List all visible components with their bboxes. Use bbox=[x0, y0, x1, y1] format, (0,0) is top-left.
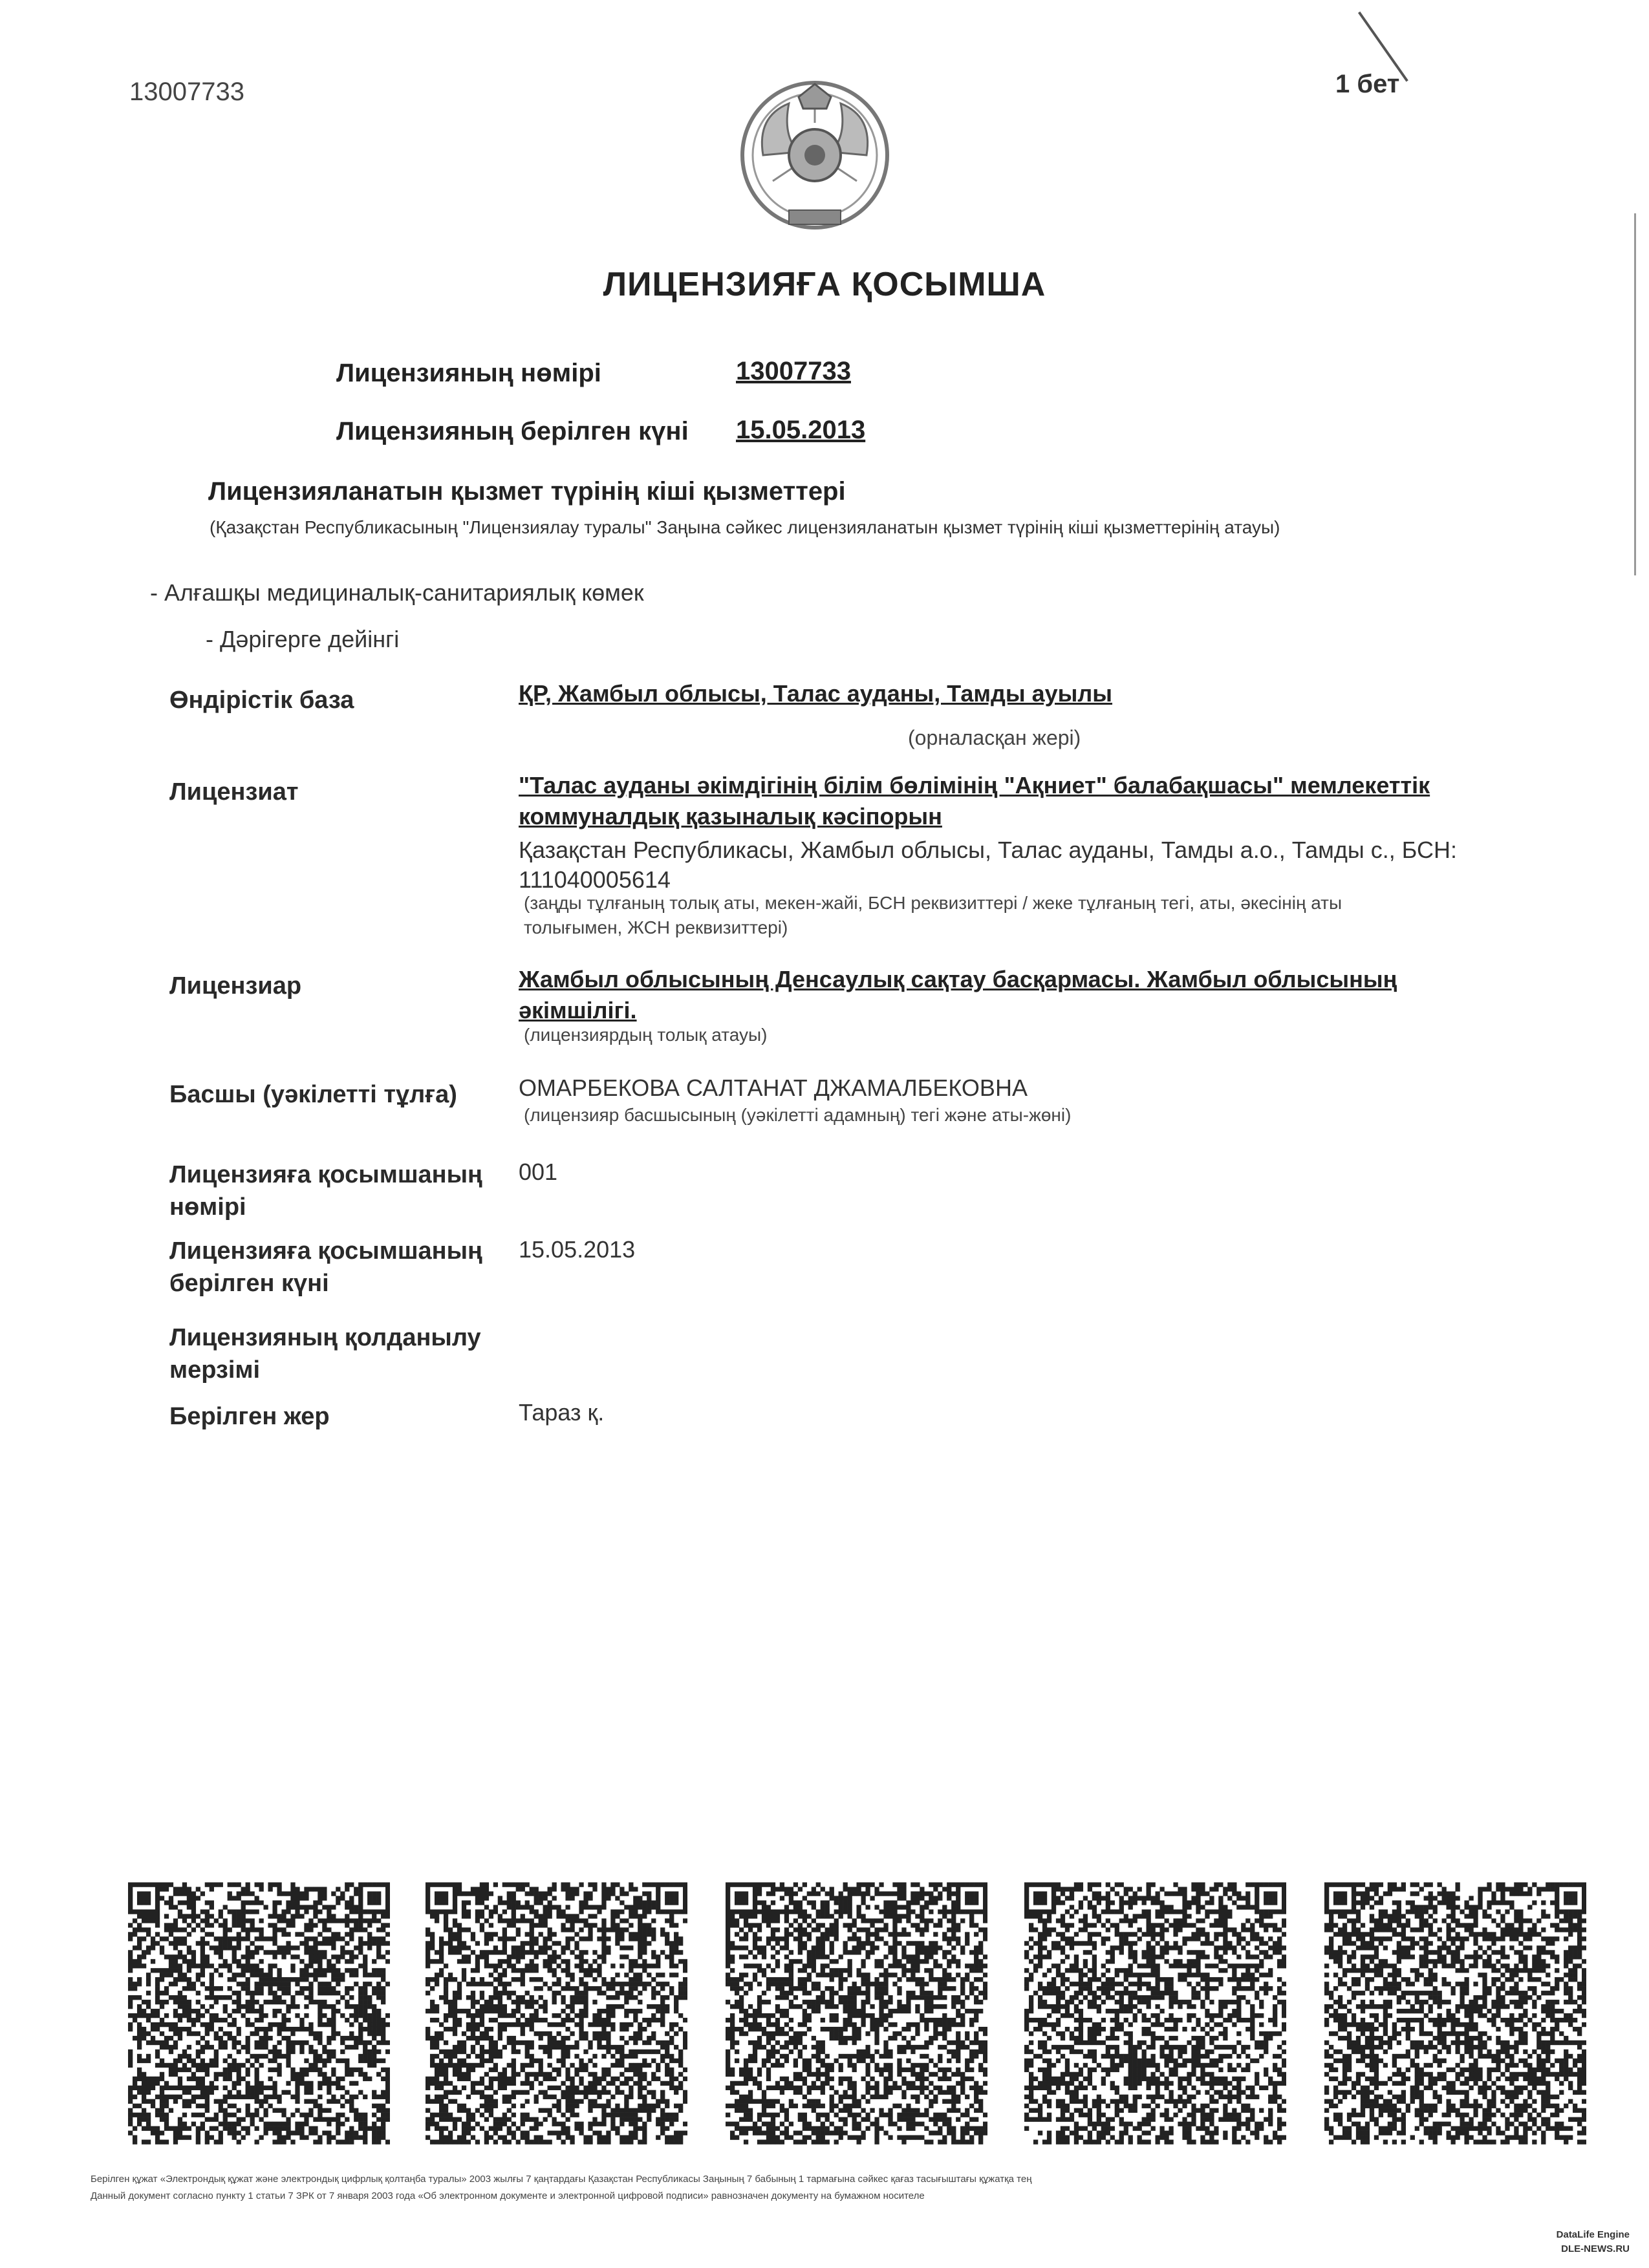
issue-place-label: Берілген жер bbox=[169, 1403, 330, 1430]
licensee-name-line1: "Талас ауданы әкімдігінің білім бөлімінің "Ақниет" балабақшасы" мемлекеттік bbox=[519, 772, 1430, 798]
footer-legal-kz: Берілген құжат «Электрондық құжат және электрондық цифрлық қолтаңба туралы» 2003 жылғы 7 қаңтардағы Қазақстан Республикасы Заңының 7 бабының 1 тармағына сәйкес қағаз тасығыштағы құжатқа тең bbox=[91, 2174, 1032, 2185]
production-base-label: Өндірістік база bbox=[169, 687, 354, 714]
validity-label-line2: мерзімі bbox=[169, 1356, 261, 1384]
appendix-number-label-line2: нөмірі bbox=[169, 1193, 246, 1221]
licensee-caption-line1: (заңды тұлғаның толық аты, мекен-жайі, БСН реквизиттері / жеке тұлғаның тегі, аты, әкесінің аты bbox=[524, 893, 1342, 913]
subservices-caption: (Қазақстан Республикасының "Лицензиялау туралы" Заңына сәйкес лицензияланатын қызмет түрінің кіші қызметтерінің атауы) bbox=[210, 517, 1280, 537]
page-label: 1 бет bbox=[1335, 70, 1400, 98]
validity-label bbox=[169, 1321, 532, 1386]
qr-code-icon bbox=[1324, 1881, 1586, 2145]
appendix-date-label-line2: берілген күні bbox=[169, 1270, 329, 1297]
validity-label-line1: Лицензияның қолданылу bbox=[169, 1324, 481, 1351]
licensor-name-line2: әкімшілігі. bbox=[519, 997, 637, 1023]
license-date-label: Лицензияның берілген күні bbox=[336, 417, 689, 445]
license-number-label: Лицензияның нөмірі bbox=[336, 359, 601, 387]
qr-code-icon bbox=[128, 1881, 390, 2145]
appendix-date-label bbox=[169, 1235, 532, 1300]
document-title: ЛИЦЕНЗИЯҒА ҚОСЫМША bbox=[603, 266, 1046, 303]
head-label: Басшы (уәкілетті тұлға) bbox=[169, 1081, 457, 1108]
qr-code-icon bbox=[426, 1881, 687, 2145]
production-base-value: ҚР, Жамбыл облысы, Талас ауданы, Тамды ауылы bbox=[519, 680, 1113, 707]
watermark-line1: DataLife Engine bbox=[1556, 2229, 1630, 2240]
watermark-line2: DLE-NEWS.RU bbox=[1561, 2243, 1630, 2254]
license-date-value: 15.05.2013 bbox=[736, 416, 866, 444]
doc-number: 13007733 bbox=[129, 78, 244, 106]
licensee-name-line2: коммуналдық қазыналық кәсіпорын bbox=[519, 803, 942, 829]
state-emblem-icon bbox=[737, 78, 892, 236]
licensee-address-line2: 111040005614 bbox=[519, 866, 671, 893]
licensee-caption-line2: толығымен, ЖСН реквизиттері) bbox=[524, 917, 788, 937]
appendix-number-value: 001 bbox=[519, 1159, 558, 1185]
head-name: ОМАРБЕКОВА САЛТАНАТ ДЖАМАЛБЕКОВНА bbox=[519, 1075, 1028, 1101]
qr-code-icon bbox=[726, 1881, 987, 2145]
licensee-address-line1: Қазақстан Республикасы, Жамбыл облысы, Талас ауданы, Тамды а.о., Тамды с., БСН: bbox=[519, 837, 1458, 863]
subservices-title: Лицензияланатын қызмет түрінің кіші қызметтері bbox=[208, 477, 846, 506]
qr-code-icon bbox=[1024, 1881, 1286, 2145]
licensor-name-line1: Жамбыл облысының Денсаулық сақтау басқармасы. Жамбыл облысының bbox=[519, 966, 1397, 992]
appendix-date-label-line1: Лицензияға қосымшаның bbox=[169, 1237, 482, 1265]
issue-place-value: Тараз қ. bbox=[519, 1399, 605, 1426]
appendix-number-label-line1: Лицензияға қосымшаның bbox=[169, 1161, 482, 1188]
license-number-value: 13007733 bbox=[736, 357, 851, 385]
production-base-caption: (орналасқан жері) bbox=[908, 726, 1081, 749]
licensee-label: Лицензиат bbox=[169, 778, 299, 806]
licensor-label: Лицензиар bbox=[169, 972, 302, 1000]
appendix-date-value: 15.05.2013 bbox=[519, 1236, 636, 1263]
service-item: - Алғашқы медициналық-санитариялық көмек bbox=[150, 579, 644, 606]
head-caption: (лицензияр басшысының (уәкілетті адамның) тегі және аты-жөні) bbox=[524, 1105, 1072, 1125]
licensor-caption: (лицензиярдың толық атауы) bbox=[524, 1025, 768, 1045]
footer-legal-ru: Данный документ согласно пункту 1 статьи 7 ЗРК от 7 января 2003 года «Об электронном документе и электронной цифровой подписи» равнозначен документу на бумажном носителе bbox=[91, 2190, 925, 2201]
appendix-number-label bbox=[169, 1159, 532, 1223]
service-item: - Дәрігерге дейінгі bbox=[206, 626, 400, 652]
